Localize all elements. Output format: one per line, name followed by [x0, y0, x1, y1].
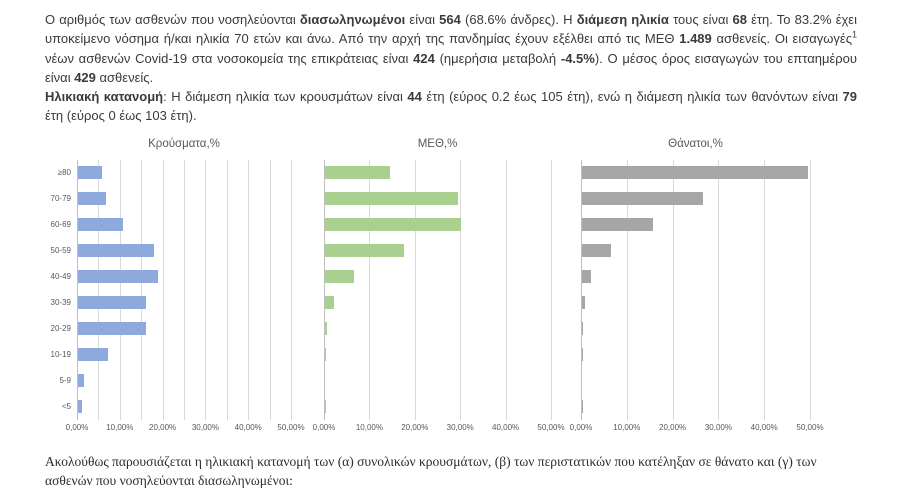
age-distribution-paragraph [45, 87, 857, 126]
chart-cases-plot-area [77, 160, 291, 420]
x-axis-tick-label: 10,00% [106, 423, 133, 432]
chart-deaths [581, 138, 810, 434]
bar-50-59 [325, 244, 404, 257]
gridline [163, 160, 164, 420]
chart-cases-title: Κρούσματα,% [77, 138, 291, 160]
x-axis-tick-label: 30,00% [447, 423, 474, 432]
x-axis-tick-label: 50,00% [796, 423, 823, 432]
text-run: Ο αριθμός των ασθενών που νοσηλεύονται [45, 12, 300, 27]
x-axis-tick-label: 20,00% [401, 423, 428, 432]
gridline [141, 160, 142, 420]
chart-icu-x-axis [324, 420, 551, 434]
bar-≥80 [582, 166, 808, 179]
bold-text-run: Ηλικιακή κατανομή [45, 89, 163, 104]
age-group-label: 10-19 [45, 342, 77, 368]
x-axis-tick-label: 10,00% [356, 423, 383, 432]
x-axis-tick-label: 0,00% [570, 423, 593, 432]
gridline [120, 160, 121, 420]
bar-20-29 [325, 322, 327, 335]
bold-text-run: διάμεση ηλικία [577, 12, 669, 27]
bar-≥80 [78, 166, 102, 179]
age-group-label: <5 [45, 394, 77, 420]
gridline [460, 160, 461, 420]
text-run: έτη. Το 83.2% έχει υποκείμενο νόσημα ή/και ηλικία 70 ετών και άνω. Από την αρχή της πανδημίας έχουν εξέλθει από τις ΜΕΘ [45, 12, 857, 46]
age-distribution-charts [45, 138, 857, 434]
gridline [810, 160, 811, 420]
bar-50-59 [78, 244, 154, 257]
bold-text-run: 1.489 [679, 31, 712, 46]
age-group-label: 20-29 [45, 316, 77, 342]
bar-30-39 [325, 296, 334, 309]
text-run: 1 [852, 30, 857, 40]
text-run: ασθενείς. Οι εισαγωγές [712, 31, 852, 46]
x-axis-tick-label: 20,00% [149, 423, 176, 432]
gridline [506, 160, 507, 420]
bar-60-69 [582, 218, 653, 231]
x-axis-tick-label: 0,00% [66, 423, 89, 432]
text-run: είναι [405, 12, 439, 27]
gridline [764, 160, 765, 420]
x-axis-tick-label: 30,00% [705, 423, 732, 432]
bar-40-49 [325, 270, 354, 283]
chart-deaths-title: Θάνατοι,% [581, 138, 810, 160]
bold-text-run: 429 [74, 70, 96, 85]
bar-30-39 [78, 296, 146, 309]
chart-icu [324, 138, 551, 434]
age-group-label: 60-69 [45, 212, 77, 238]
gridline [551, 160, 552, 420]
gridline [205, 160, 206, 420]
bold-text-run: 79 [843, 89, 857, 104]
x-axis-tick-label: 10,00% [613, 423, 640, 432]
bar-60-69 [325, 218, 461, 231]
text-run: ). Ο μέσος όρος εισαγωγών του επταημέρου είναι [45, 51, 857, 85]
x-axis-tick-label: 50,00% [537, 423, 564, 432]
bar-70-79 [582, 192, 703, 205]
bar-40-49 [78, 270, 158, 283]
text-run: ασθενείς. [96, 70, 153, 85]
gridline [291, 160, 292, 420]
gridline [270, 160, 271, 420]
x-axis-tick-label: 40,00% [492, 423, 519, 432]
bar-<5 [325, 400, 326, 413]
text-run: : Η διάμεση ηλικία των κρουσμάτων είναι [163, 89, 407, 104]
gridline [718, 160, 719, 420]
age-group-labels-column [45, 138, 77, 434]
chart-cases [77, 138, 291, 434]
age-group-label: 50-59 [45, 238, 77, 264]
x-axis-tick-label: 40,00% [751, 423, 778, 432]
bar-≥80 [325, 166, 390, 179]
bold-text-run: 564 [439, 12, 461, 27]
bold-text-run: 424 [413, 51, 435, 66]
bar-70-79 [78, 192, 106, 205]
text-run: (ημερήσια μεταβολή [435, 51, 561, 66]
x-axis-tick-label: 50,00% [277, 423, 304, 432]
bar-10-19 [78, 348, 108, 361]
text-run: έτη (εύρος 0 έως 103 έτη). [45, 108, 197, 123]
gridline [248, 160, 249, 420]
bar-70-79 [325, 192, 458, 205]
bold-text-run: 68 [733, 12, 747, 27]
bar-20-29 [78, 322, 146, 335]
x-axis-tick-label: 40,00% [235, 423, 262, 432]
bold-text-run: 44 [407, 89, 421, 104]
x-axis-tick-label: 0,00% [313, 423, 336, 432]
chart-icu-plot-area [324, 160, 551, 420]
chart-cases-x-axis [77, 420, 291, 434]
bar-60-69 [78, 218, 123, 231]
x-axis-tick-label: 30,00% [192, 423, 219, 432]
summary-paragraph [45, 10, 857, 87]
bar-5-9 [78, 374, 84, 387]
age-group-label: 30-39 [45, 290, 77, 316]
gridline [184, 160, 185, 420]
footer-paragraph: Ακολούθως παρουσιάζεται η ηλικιακή κατανομή των (α) συνολικών κρουσμάτων, (β) των περιστατικών που κατέληξαν σε θάνατο και (γ) των ασθενών που νοσηλεύονται διασωληνωμένοι: [45, 452, 845, 490]
bold-text-run: διασωληνωμένοι [300, 12, 405, 27]
chart-icu-title: ΜΕΘ,% [324, 138, 551, 160]
bar-<5 [78, 400, 82, 413]
text-run: (68.6% άνδρες). Η [461, 12, 577, 27]
age-group-label: 5-9 [45, 368, 77, 394]
bold-text-run: -4.5% [561, 51, 595, 66]
bar-50-59 [582, 244, 611, 257]
bar-20-29 [582, 322, 583, 335]
age-group-label: 70-79 [45, 186, 77, 212]
bar-40-49 [582, 270, 591, 283]
age-group-label: 40-49 [45, 264, 77, 290]
text-run: νέων ασθενών Covid-19 στα νοσοκομεία της επικράτειας είναι [45, 51, 413, 66]
text-run: τους είναι [669, 12, 733, 27]
bar-30-39 [582, 296, 585, 309]
age-group-label: ≥80 [45, 160, 77, 186]
text-run: έτη (εύρος 0.2 έως 105 έτη), ενώ η διάμεση ηλικία των θανόντων είναι [422, 89, 843, 104]
x-axis-tick-label: 20,00% [659, 423, 686, 432]
gridline [227, 160, 228, 420]
chart-deaths-x-axis [581, 420, 810, 434]
chart-deaths-plot-area [581, 160, 810, 420]
